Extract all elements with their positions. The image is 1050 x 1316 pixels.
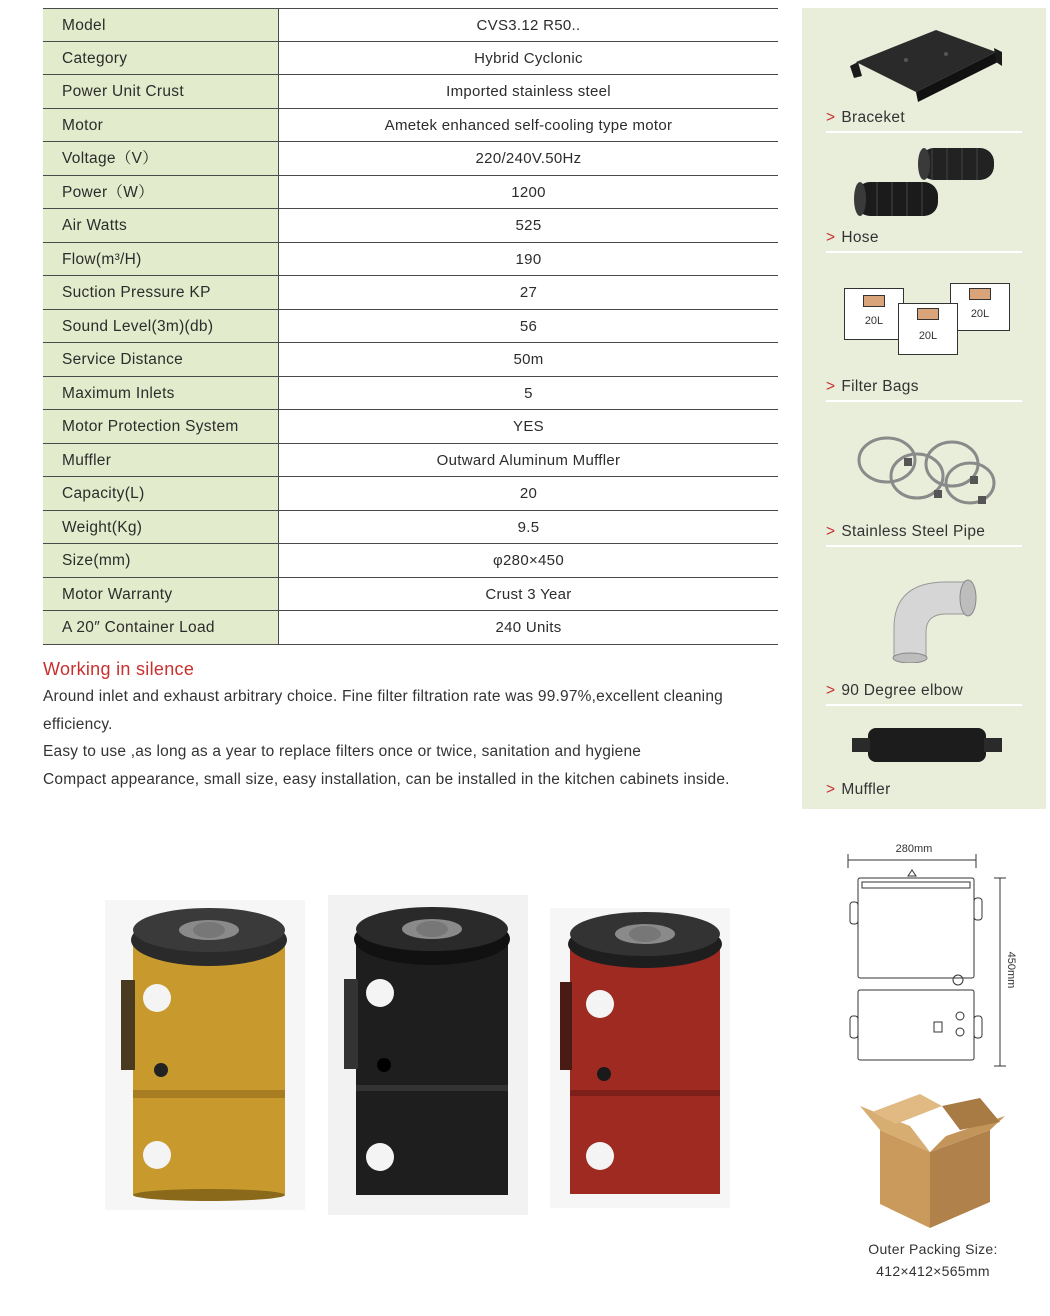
accessory-hose xyxy=(826,229,1022,253)
spec-row xyxy=(43,8,778,42)
spec-row xyxy=(43,377,778,411)
spec-value: Hybrid Cyclonic xyxy=(474,49,583,67)
arrow-icon: > xyxy=(826,378,836,395)
spec-row xyxy=(43,243,778,277)
spec-value: 240 Units xyxy=(495,619,562,636)
spec-label: Service Distance xyxy=(43,343,279,376)
description-line: Compact appearance, small size, easy installation, can be installed in the kitchen cabinets inside. xyxy=(43,770,730,788)
spec-value: 27 xyxy=(519,284,538,301)
spec-label: Motor xyxy=(43,109,279,142)
spec-label: Weight(Kg) xyxy=(43,511,279,544)
spec-value: 20 xyxy=(519,485,538,502)
spec-label: Capacity(L) xyxy=(43,477,279,510)
spec-label: Category xyxy=(43,42,279,75)
spec-row xyxy=(43,75,778,109)
accessory-label: 90 Degree elbow xyxy=(841,682,964,699)
accessory-label: Filter Bags xyxy=(841,378,919,395)
spec-row xyxy=(43,611,778,645)
bag-label: 20L xyxy=(864,315,884,327)
spec-row xyxy=(43,142,778,176)
product-red-image xyxy=(550,908,730,1208)
dimension-drawing xyxy=(836,840,1036,1080)
spec-value: YES xyxy=(513,418,544,435)
spec-value: CVS3.12 R50.. xyxy=(476,17,581,34)
spec-value: 220/240V.50Hz xyxy=(475,150,582,167)
spec-row xyxy=(43,444,778,478)
spec-value: Imported stainless steel xyxy=(446,83,611,100)
arrow-icon: > xyxy=(826,109,836,126)
height-dimension-label: 450mm xyxy=(1005,951,1017,989)
accessory-label: Hose xyxy=(841,229,879,246)
accessories-panel xyxy=(802,8,1046,809)
spec-label: Motor Warranty xyxy=(43,578,279,611)
arrow-icon: > xyxy=(826,781,836,798)
accessory-label: Muffler xyxy=(841,781,891,798)
spec-value: 1200 xyxy=(511,183,546,201)
packing-caption xyxy=(826,1238,1040,1282)
accessory-muffler xyxy=(826,781,1022,803)
accessory-label: Stainless Steel Pipe xyxy=(841,523,986,540)
spec-row xyxy=(43,511,778,545)
spec-row xyxy=(43,310,778,344)
spec-value: 190 xyxy=(515,250,542,268)
section-title: Working in silence xyxy=(43,659,195,679)
description-line: Easy to use ,as long as a year to replace filters once or twice, sanitation and hygiene xyxy=(43,743,642,760)
spec-value: 56 xyxy=(519,317,538,335)
spec-label: Model xyxy=(43,9,279,41)
accessory-bracket xyxy=(826,109,1022,133)
bag-label: 20L xyxy=(918,330,938,342)
arrow-icon: > xyxy=(826,523,836,540)
spec-row xyxy=(43,109,778,143)
spec-row xyxy=(43,176,778,210)
spec-value: φ280×450 xyxy=(493,552,564,569)
spec-label: Voltage（V） xyxy=(43,142,279,175)
spec-label: Air Watts xyxy=(43,209,279,242)
spec-value: Ametek enhanced self-cooling type motor xyxy=(384,116,673,134)
description xyxy=(43,683,773,793)
spec-table xyxy=(43,8,778,645)
product-gold-image xyxy=(105,900,305,1210)
packing-size: 412×412×565mm xyxy=(876,1263,990,1279)
description-line: Around inlet and exhaust arbitrary choice. Fine filter filtration rate was 99.97%,excellent cleaning efficiency. xyxy=(43,688,723,733)
packing-label: Outer Packing Size: xyxy=(868,1241,998,1257)
elbow-image xyxy=(886,568,986,663)
spec-label: Suction Pressure KP xyxy=(43,276,279,309)
spec-label: Maximum Inlets xyxy=(43,377,279,410)
arrow-icon: > xyxy=(826,682,836,699)
accessory-stainless-steel-pipe xyxy=(826,523,1022,547)
muffler-image xyxy=(848,720,1008,770)
hose-image xyxy=(852,144,1002,224)
spec-row xyxy=(43,42,778,76)
spec-value: Crust 3 Year xyxy=(485,585,572,603)
spec-row xyxy=(43,578,778,612)
spec-value: Outward Aluminum Muffler xyxy=(436,451,621,469)
spec-value: 50m xyxy=(513,351,544,368)
pipe-clamps-image xyxy=(852,428,1002,513)
spec-row xyxy=(43,544,778,578)
spec-label: Power（W） xyxy=(43,176,279,209)
bracket-image xyxy=(846,22,1006,102)
spec-value: 9.5 xyxy=(517,518,540,536)
accessory-90-degree-elbow xyxy=(826,682,1022,706)
spec-row xyxy=(43,410,778,444)
spec-value: 525 xyxy=(515,217,542,234)
spec-row xyxy=(43,343,778,377)
width-dimension-label: 280mm xyxy=(895,843,933,855)
spec-label: Sound Level(3m)(db) xyxy=(43,310,279,343)
spec-label: Motor Protection System xyxy=(43,410,279,443)
spec-row xyxy=(43,276,778,310)
accessory-label: Braceket xyxy=(841,109,905,126)
arrow-icon: > xyxy=(826,229,836,246)
spec-label: Flow(m³/H) xyxy=(43,243,279,276)
spec-row xyxy=(43,477,778,511)
bag-label: 20L xyxy=(970,308,990,320)
spec-row xyxy=(43,209,778,243)
packing-box-image xyxy=(850,1092,1010,1232)
spec-label: Size(mm) xyxy=(43,544,279,577)
spec-value: 5 xyxy=(524,384,533,402)
spec-label: A 20″ Container Load xyxy=(43,611,279,644)
product-black-image xyxy=(328,895,528,1215)
spec-label: Power Unit Crust xyxy=(43,75,279,108)
accessory-filter-bags xyxy=(826,378,1022,402)
filter-bags-image xyxy=(842,283,1022,363)
spec-label: Muffler xyxy=(43,444,279,477)
